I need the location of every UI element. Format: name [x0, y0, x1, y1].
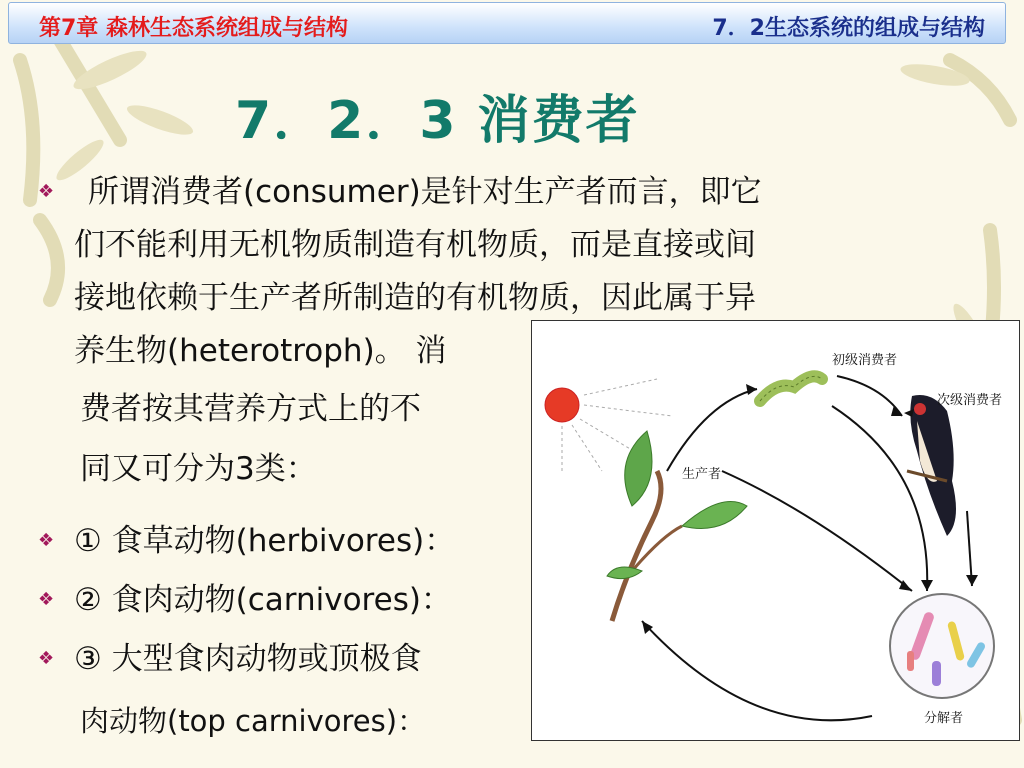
- paragraph-line-2: 们不能利用无机物质制造有机物质，而是直接或间: [74, 227, 756, 263]
- paragraph-line-6: 同又可分为3类：: [80, 451, 317, 487]
- section-title: 7．2生态系统的组成与结构: [712, 16, 985, 41]
- primary-consumer-label: 初级消费者: [832, 353, 898, 368]
- producer-label: 生产者: [682, 467, 722, 482]
- bullet-diamond-icon: ❖: [38, 648, 55, 669]
- bullet-diamond-icon: ❖: [38, 181, 55, 202]
- page-title: 7．2．3 消费者: [235, 91, 640, 151]
- chapter-title: 第7章 森林生态系统组成与结构: [39, 16, 348, 41]
- bird-icon: [904, 395, 956, 536]
- paragraph-line-1: 所谓消费者(consumer)是针对生产者而言，即它: [88, 174, 762, 210]
- list-item-carnivores: ② 食肉动物(carnivores)：: [74, 582, 452, 618]
- plant-icon: [607, 431, 747, 621]
- decomposer-label: 分解者: [924, 711, 964, 726]
- sun-icon: [545, 379, 672, 471]
- bullet-diamond-icon: ❖: [38, 589, 55, 610]
- list-item-top-carnivores-cont: 肉动物(top carnivores)：: [80, 704, 427, 738]
- decomposer-icon: [890, 594, 994, 698]
- list-item-top-carnivores: ③ 大型食肉动物或顶极食: [74, 641, 422, 677]
- secondary-consumer-label: 次级消费者: [937, 393, 1003, 408]
- food-chain-diagram: [531, 320, 1020, 741]
- paragraph-line-3: 接地依赖于生产者所制造的有机物质，因此属于异: [74, 280, 756, 316]
- paragraph-line-5: 费者按其营养方式上的不: [80, 391, 421, 427]
- bullet-diamond-icon: ❖: [38, 530, 55, 551]
- list-item-herbivores: ① 食草动物(herbivores)：: [74, 523, 456, 559]
- paragraph-line-4: 养生物(heterotroph)。 消: [74, 333, 447, 369]
- caterpillar-icon: [760, 376, 822, 401]
